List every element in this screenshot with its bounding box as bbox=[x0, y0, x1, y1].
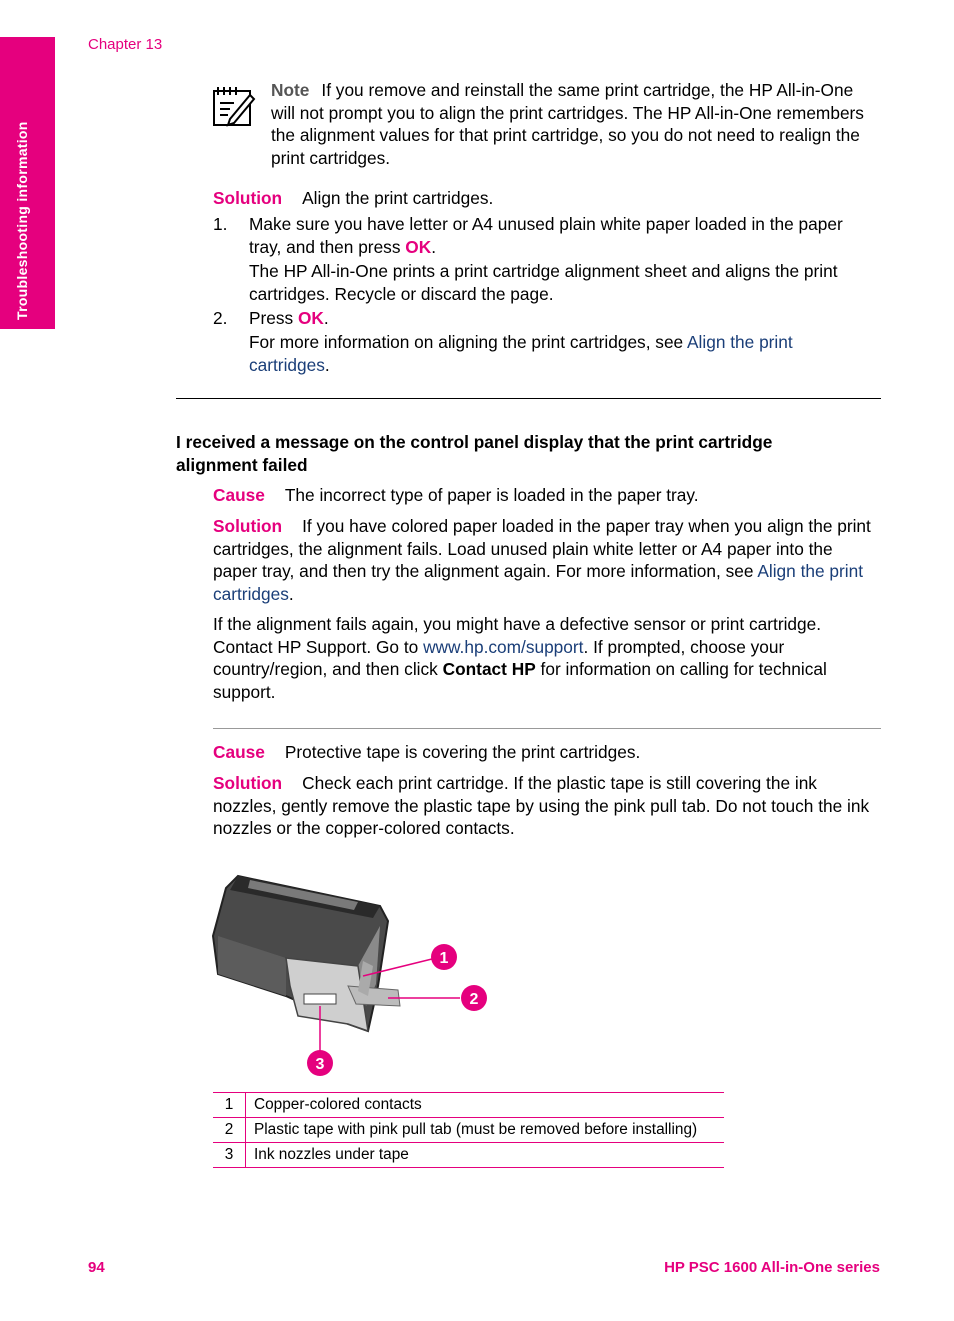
contact-hp-ref: Contact HP bbox=[442, 659, 536, 679]
step-2-sub-text: For more information on aligning the print cartridges, see bbox=[249, 332, 688, 352]
step-2 bbox=[249, 307, 329, 330]
step-1-text: Make sure you have letter or A4 unused plain white paper loaded in the paper tray, and then press bbox=[249, 214, 843, 257]
step-1-period: . bbox=[431, 236, 436, 257]
align-cartridges-link[interactable]: Align the print cartridges bbox=[213, 561, 864, 604]
cause-2 bbox=[213, 741, 640, 764]
support-text-3: for information on calling for technical support. bbox=[213, 659, 827, 702]
step-2-number: 2. bbox=[213, 308, 228, 328]
step-2-text: Press bbox=[249, 308, 298, 328]
legend-text: Plastic tape with pink pull tab (must be removed before installing) bbox=[246, 1118, 725, 1143]
legend-text: Copper-colored contacts bbox=[246, 1093, 725, 1118]
callout-2 bbox=[461, 985, 487, 1011]
support-paragraph bbox=[213, 613, 881, 703]
legend-number: 3 bbox=[213, 1143, 246, 1168]
callout-3-label: 3 bbox=[315, 1056, 325, 1073]
note-text: If you remove and reinstall the same print cartridge, the HP All-in-One will not prompt you to align the print cartridges. The HP All-in-One remembers the alignment values for that print cartridge, so you do not need to realign the print cartridges. bbox=[271, 80, 864, 168]
subsection-divider bbox=[213, 728, 881, 729]
chapter-header: Chapter 13 bbox=[88, 36, 163, 53]
solution-label: Solution bbox=[213, 516, 283, 536]
cause-label: Cause bbox=[213, 742, 265, 762]
note-label: Note bbox=[271, 80, 310, 100]
page-number: 94 bbox=[88, 1259, 105, 1276]
solution-label: Solution bbox=[213, 773, 283, 793]
callout-2-label: 2 bbox=[469, 991, 479, 1008]
side-tab-label: Troubleshooting information bbox=[14, 121, 30, 320]
solution-text: Align the print cartridges. bbox=[302, 188, 494, 208]
cause-1 bbox=[213, 484, 699, 507]
solution-label: Solution bbox=[213, 188, 283, 208]
solution-period: . bbox=[288, 583, 294, 604]
cause-text: The incorrect type of paper is loaded in the paper tray. bbox=[284, 485, 699, 505]
note-pencil-icon bbox=[212, 85, 256, 129]
section-heading: I received a message on the control panel display that the print cartridge alignment failed bbox=[176, 432, 773, 475]
callout-1 bbox=[431, 944, 457, 970]
ok-button-ref: OK bbox=[405, 236, 432, 257]
table-row bbox=[213, 1118, 724, 1143]
solution-text: Check each print cartridge. If the plastic tape is still covering the ink nozzles, gently remove the plastic tape by using the pink pull tab. Do not touch the ink nozzles or the copper-colored contacts. bbox=[213, 773, 870, 838]
note-block bbox=[271, 79, 871, 169]
ok-button-ref: OK bbox=[297, 308, 324, 328]
support-text: If the alignment fails again, you might have a defective sensor or print cartridge. Contact HP Support. Go to bbox=[213, 614, 822, 657]
cause-label: Cause bbox=[213, 485, 265, 505]
hp-support-link[interactable]: www.hp.com/support bbox=[423, 636, 584, 657]
step-1 bbox=[249, 213, 869, 258]
step-2-sub bbox=[249, 331, 849, 376]
callout-1-label: 1 bbox=[439, 950, 449, 967]
solution-3 bbox=[213, 772, 881, 840]
side-tab bbox=[0, 37, 55, 329]
step-2-period: . bbox=[323, 308, 329, 328]
legend-number: 2 bbox=[213, 1118, 246, 1143]
section-divider bbox=[176, 398, 881, 399]
legend-text: Ink nozzles under tape bbox=[246, 1143, 725, 1168]
solution-text: If you have colored paper loaded in the paper tray when you align the print cartridges, the alignment fails. Load unused plain white letter or A4 paper into the paper tray, and then try the alignment again. For more information, see bbox=[213, 516, 871, 581]
table-row bbox=[213, 1093, 724, 1118]
callout-legend-table bbox=[213, 1092, 724, 1168]
step-1-sub: The HP All-in-One prints a print cartridge alignment sheet and aligns the print cartridges. Recycle or discard the page. bbox=[249, 261, 838, 304]
table-row bbox=[213, 1143, 724, 1168]
print-cartridge-illustration bbox=[208, 866, 498, 1086]
product-name: HP PSC 1600 All-in-One series bbox=[664, 1259, 880, 1276]
cartridge-body bbox=[213, 876, 388, 1031]
solution-1 bbox=[213, 187, 493, 210]
align-cartridges-link[interactable]: Align the print cartridges bbox=[249, 332, 793, 375]
solution-2 bbox=[213, 515, 881, 605]
callout-3 bbox=[307, 1050, 333, 1076]
legend-number: 1 bbox=[213, 1093, 246, 1118]
step-1-number: 1. bbox=[213, 214, 228, 234]
cause-text: Protective tape is covering the print cartridges. bbox=[284, 742, 641, 762]
support-text-2: . If prompted, choose your country/region, and then click bbox=[213, 636, 785, 679]
step-2-sub-period: . bbox=[324, 354, 330, 375]
